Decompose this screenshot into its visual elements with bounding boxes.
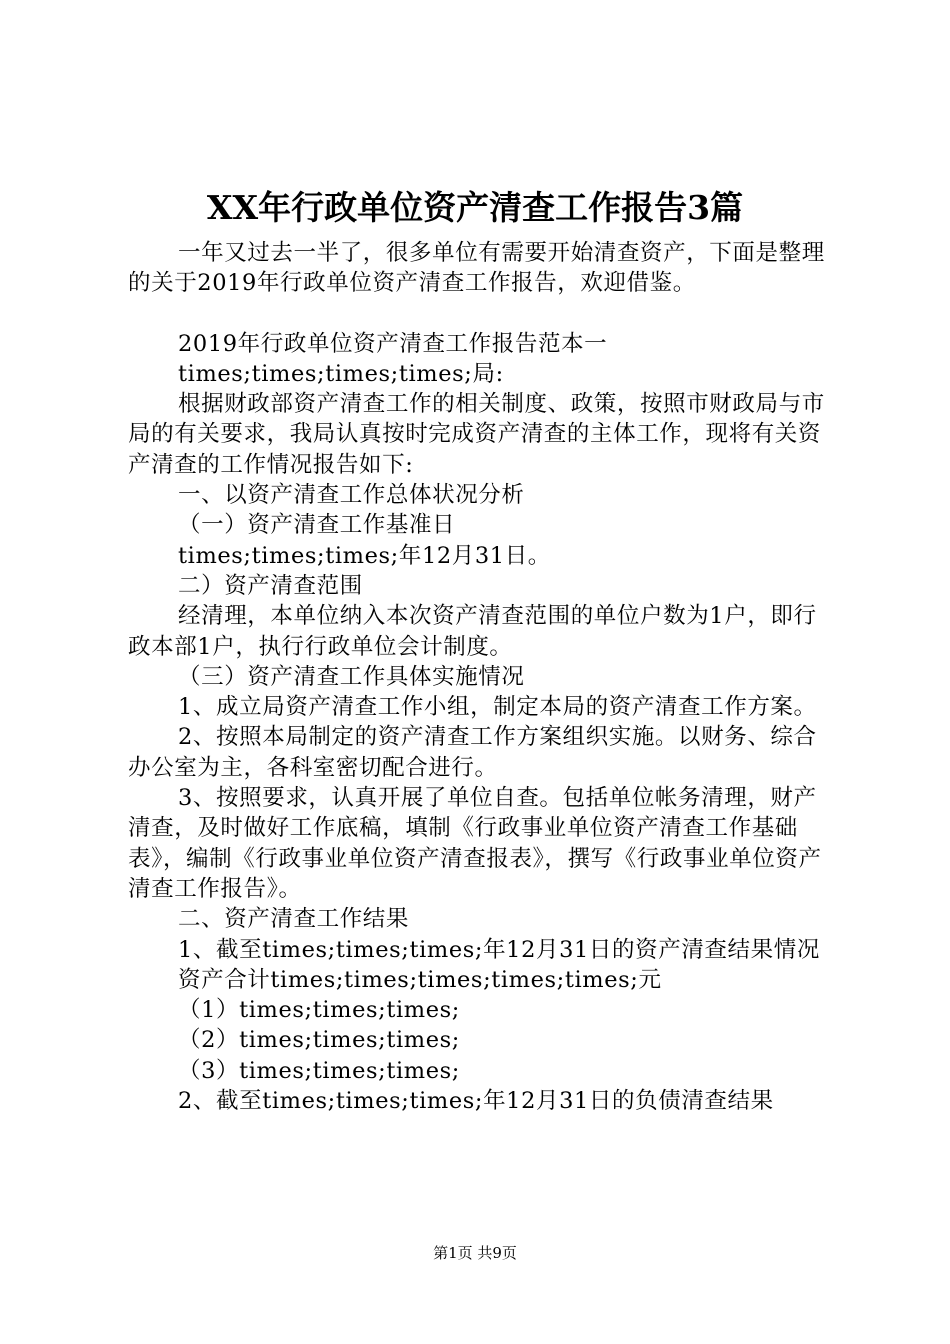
- list-item: 2、按照本局制定的资产清查工作方案组织实施。以财务、综合办公室为主，各科室密切配合进行。: [128, 724, 817, 781]
- list-item: 2、截至times;times;times;年12月31日的负债清查结果: [178, 1088, 774, 1115]
- body-paragraph: 资产合计times;times;times;times;times;元: [178, 966, 662, 993]
- list-item: （1）times;times;times;: [178, 997, 460, 1024]
- section-heading: 一、以资产清查工作总体状况分析: [178, 482, 525, 509]
- list-item: （2）times;times;times;: [178, 1027, 460, 1054]
- list-item: 1、截至times;times;times;年12月31日的资产清查结果情况: [178, 936, 820, 963]
- body-paragraph: times;times;times;年12月31日。: [178, 542, 551, 569]
- paragraph-spacer: [128, 299, 828, 329]
- list-item: 1、成立局资产清查工作小组，制定本局的资产清查工作方案。: [178, 694, 817, 721]
- document-title: XX年行政单位资产清查工作报告3篇: [206, 188, 744, 227]
- document-body: [128, 238, 828, 1116]
- body-paragraph: 经清理，本单位纳入本次资产清查范围的单位户数为1户，即行政本部1户，执行行政单位会计制度。: [128, 603, 817, 660]
- section-heading: 2019年行政单位资产清查工作报告范本一: [178, 330, 608, 357]
- body-paragraph: 根据财政部资产清查工作的相关制度、政策，按照市财政局与市局的有关要求，我局认真按时完成资产清查的主体工作，现将有关资产清查的工作情况报告如下:: [128, 391, 825, 478]
- subsection-heading: （三）资产清查工作具体实施情况: [178, 663, 525, 690]
- intro-paragraph: 一年又过去一半了，很多单位有需要开始清查资产，下面是整理的关于2019年行政单位资产清查工作报告，欢迎借鉴。: [128, 240, 825, 297]
- list-item: （3）times;times;times;: [178, 1057, 460, 1084]
- page-footer: 第1页 共9页: [433, 1244, 517, 1262]
- section-heading: 二、资产清查工作结果: [178, 906, 410, 933]
- list-item: 3、按照要求，认真开展了单位自查。包括单位帐务清理，财产清查，及时做好工作底稿，填制《行政事业单位资产清查工作基础表》，编制《行政事业单位资产清查报表》，撰写《行政事业单位资产清查工作报告》。: [128, 785, 822, 902]
- salutation: times;times;times;times;局:: [178, 360, 504, 387]
- subsection-heading: 二）资产清查范围: [178, 572, 363, 599]
- subsection-heading: （一）资产清查工作基准日: [178, 512, 456, 539]
